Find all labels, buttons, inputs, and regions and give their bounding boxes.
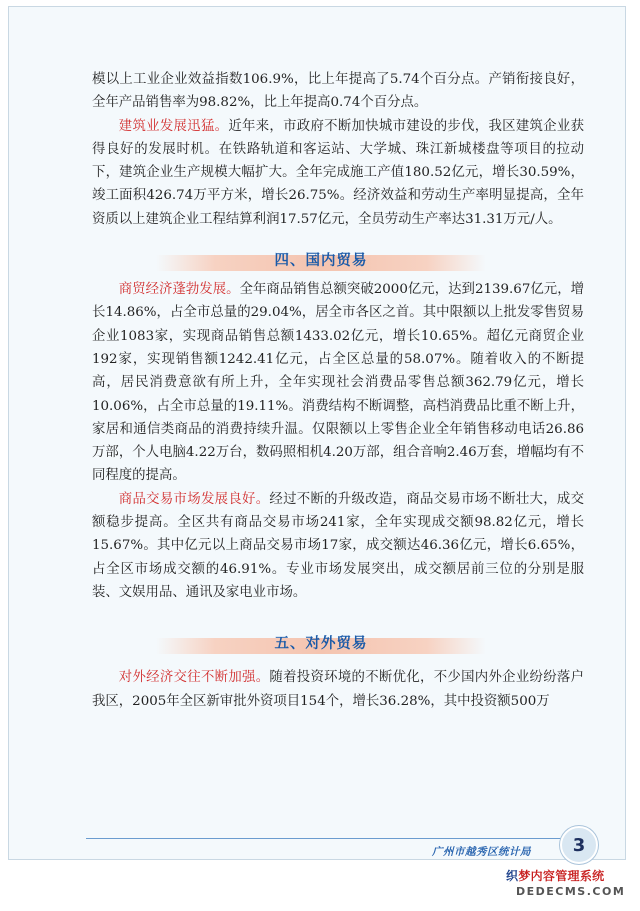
paragraph-commerce	[92, 278, 584, 488]
footer-publisher: 广州市越秀区统计局	[432, 846, 531, 858]
paragraph-construction-text: 近年来，市政府不断加快城市建设的步伐，我区建筑企业获得良好的发展时机。在铁路轨道和客运站、大学城、珠江新城楼盘等项目的拉动下，建筑企业生产规模大幅扩大。全年完成施工产值180.52亿元，增长30.59%，竣工面积426.74万平方米，增长26.75%。经济效益和劳动生产率明显提高，全年资质以上建筑企业工程结算利润17.57亿元，全员劳动生产率达31.31万元/人。	[92, 118, 584, 227]
keyword-commerce: 商贸经济蓬勃发展。	[118, 282, 240, 298]
keyword-foreign-economy: 对外经济交往不断加强。	[118, 670, 270, 686]
section-heading-foreign-trade-wrap	[92, 604, 584, 666]
section-heading-foreign-trade-text: 五、对外贸易	[274, 636, 368, 653]
paragraph-foreign-economy	[92, 666, 584, 713]
keyword-markets: 商品交易市场发展良好。	[118, 491, 270, 507]
watermark-title	[506, 868, 636, 884]
paragraph-markets	[92, 488, 584, 604]
paragraph-industry-efficiency: 模以上工业企业效益指数106.9%，比上年提高了5.74个百分点。产销衔接良好，全年产品销售率为98.82%，比上年提高0.74个百分点。	[92, 72, 584, 111]
section-heading-foreign-trade	[156, 638, 486, 654]
footer-divider	[86, 838, 570, 839]
watermark-logo	[506, 868, 636, 908]
page-number-badge	[560, 826, 598, 864]
section-heading-domestic-trade	[156, 255, 486, 271]
paragraph-construction	[92, 115, 584, 231]
watermark-domain: DEDECMS.COM	[516, 885, 626, 898]
page-number: 3	[572, 834, 586, 856]
keyword-construction: 建筑业发展迅猛。	[118, 118, 229, 134]
section-heading-domestic-trade-text: 四、国内贸易	[274, 253, 368, 270]
paragraph-commerce-text: 全年商品销售总额突破2000亿元，达到2139.67亿元，增长14.86%，占全市总量的29.04%，居全市各区之首。其中限额以上批发零售贸易企业1083家，实现商品销售总额1433.02亿元，增长10.65%。超亿元商贸企业192家，实现销售额1242.41亿元，占全区总量的58.07%。随着收入的不断提高，居民消费意欲有所上升，全年实现社会消费品零售总额362.79亿元，增长10.06%，占全市总量的19.11%。消费结构不断调整，高档消费品比重不断上升，家居和通信类商品的消费持续升温。仅限额以上零售企业全年销售移动电话26.86万部，个人电脑4.22万台，数码照相机4.20万部，组合音响2.46万套，增幅均有不同程度的提高。	[92, 282, 585, 484]
watermark-title-rest: 梦内容管理系统	[518, 869, 605, 883]
watermark-title-first-char: 织	[506, 869, 519, 883]
document-body	[92, 68, 584, 713]
paragraph-markets-text: 经过不断的升级改造，商品交易市场不断壮大，成交额稳步提高。全区共有商品交易市场241家，全年实现成交额98.82亿元，增长15.67%。其中亿元以上商品交易市场17家，成交额达46.36亿元，增长6.65%，占全区市场成交额的46.91%。专业市场发展突出，成交额居前三位的分别是服装、文娱用品、通讯及家电业市场。	[92, 491, 585, 600]
paragraph-foreign-economy-text: 随着投资环境的不断优化，不少国内外企业纷纷落户我区，2005年全区新审批外资项目154个，增长36.28%，其中投资额500万	[92, 670, 585, 709]
section-heading-domestic-trade-wrap	[92, 231, 584, 278]
